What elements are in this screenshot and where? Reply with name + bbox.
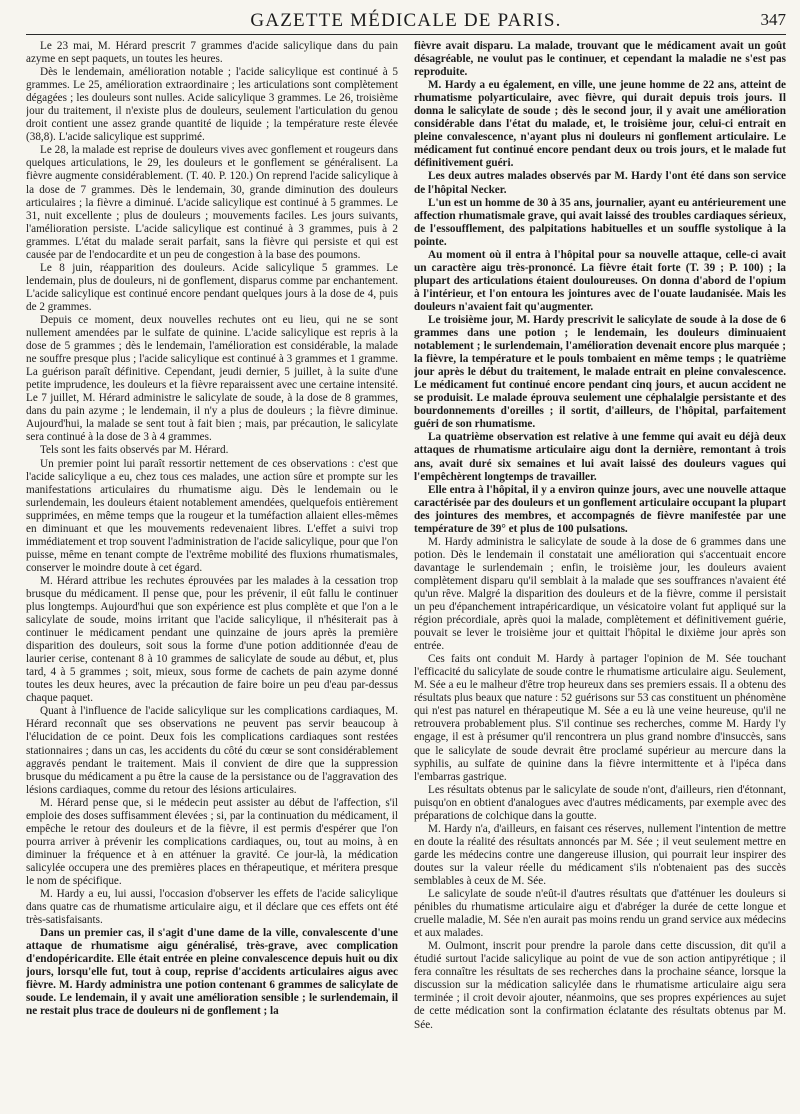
paragraph: fièvre avait disparu. La malade, trouvant que le médicament avait un goût désagréable, ne voulut pas le continuer, et cependant la maladie ne s'est pas reproduite. xyxy=(414,40,786,79)
paragraph: Le 28, la malade est reprise de douleurs vives avec gonflement et rougeurs dans quelques articulations, le 29, les douleurs et le gonflement se généralisent. La fièvre augmente considérablement. (T. 40. P. 120.) On reprend l'acide salicylique à la dose de 7 grammes. Dès le lendemain, 30, grande diminution des douleurs articulaires ; la fièvre a diminué. L'acide salicylique est continué à 5 grammes. Le 31, nuit excellente ; plus de douleurs ; mouvements faciles. Les jours suivants, l'amélioration persiste. L'acide salicylique est continué à 3 grammes, puis à 2 grammes. L'état du malade serait parfait, sans la fièvre qui persiste et qui est causée par de l'endocardite et un peu de congestion à la base des poumons. xyxy=(26,144,398,261)
paragraph: M. Hérard pense que, si le médecin peut assister au début de l'affection, s'il emploie des doses suffisamment élevées ; si, par la continuation du médicament, il empêche le retour des douleurs et de la fièvre, il est permis d'espérer que l'on pourra arriver à prévenir les complications cardiaques, ou, tout au moins, à en diminuer la fréquence et à en atténuer la gravité. Ce jour-là, la médication salicylée occupera une des premières places en thérapeutique, et méritera presque le nom de spécifique. xyxy=(26,796,398,887)
paragraph: Elle entra à l'hôpital, il y a environ quinze jours, avec une nouvelle attaque caractérisée par des douleurs et un gonflement articulaire occupant la plupart des jointures des membres, et accompagnés de fièvre manifestée par une température de 39° et plus de 100 pulsations. xyxy=(414,483,786,535)
paragraph: Ces faits ont conduit M. Hardy à partager l'opinion de M. Sée touchant l'efficacité du salicylate de soude contre le rhumatisme articulaire aigu. Seulement, M. Sée a eu le malheur d'être trop heureux dans ses premiers essais. Il a obtenu des résultats plus beaux que nature : 52 guérisons sur 53 cas constituent un phénomène qui n'est pas naturel en thérapeutique M. Sée a eu là une veine heureuse, qu'il ne retrouvera probablement plus. S'il continue ses recherches, comme M. Hardy l'y engage, il est à présumer qu'il rencontrera un plus grand nombre d'insuccès, sans que le salicylate de soude devrait être proclamé supérieur au mercure dans la syphilis, au sulfate de quinine dans la fièvre intermittente et à l'ipéca dans l'embarras gastrique. xyxy=(414,653,786,783)
paragraph: Depuis ce moment, deux nouvelles rechutes ont eu lieu, qui ne se sont nullement amendées par le sulfate de quinine. L'acide salicylique est repris à la dose de 5 grammes ; dès le lendemain, l'amélioration est considérable, la malade ne souffre presque plus ; l'acide salicylique est continué à 3 grammes et 1 gramme. La guérison paraît définitive. Cependant, jeudi dernier, 5 juillet, à la suite d'une petite imprudence, les douleurs et la fièvre reparaissent avec une certaine intensité. Le 7 juillet, M. Hérard administre le salicylate de soude, à la dose de 8 grammes, dans du pain azyme ; le lendemain, il n'y a plus de douleurs ; la fièvre diminue. Aujourd'hui, la malade se sent tout à fait bien ; mais, par précaution, le salicylate sera continué à la dose de 3 à 4 grammes. xyxy=(26,313,398,444)
paragraph: Au moment où il entra à l'hôpital pour sa nouvelle attaque, celle-ci avait un caractère aigu très-prononcé. La fièvre était forte (T. 39 ; P. 100) ; la plupart des articulations étaient douloureuses. On donna d'abord de l'opium à l'intérieur, et l'on entoura les jointures avec de l'ouate laudanisée. Mais les douleurs n'avaient fait qu'augmenter. xyxy=(414,248,786,313)
paragraph: Le salicylate de soude n'eût-il d'autres résultats que d'atténuer les douleurs si pénibles du rhumatisme articulaire aigu et d'abréger la durée de cette longue et cruelle maladie, M. Sée n'en aurait pas moins rendu un grand service aux médecins et aux malades. xyxy=(414,888,786,940)
paragraph: M. Hardy administra le salicylate de soude à la dose de 6 grammes dans une potion. Dès le lendemain il constatait une amélioration qui s'accentuait encore davantage le surlendemain ; enfin, le troisième jour, les douleurs avaient complètement disparu qu'il semblait à la malade que ses souffrances n'avaient été qu'un rêve. Malgré la disparition des douleurs et de la fièvre, comme il persistait un peu d'épanchement intrapéricardique, un vésicatoire volant fut appliqué sur la région précordiale, après quoi la malade, complètement et définitivement guérie, pouvait se lever le troisième jour et quittait l'hôpital le dixième jour après son entrée. xyxy=(414,535,786,653)
left-column xyxy=(26,40,398,1110)
paragraph: M. Oulmont, inscrit pour prendre la parole dans cette discussion, dit qu'il a étudié surtout l'acide salicylique au point de vue de son action antipyrétique ; il fera connaître les résultats de ses recherches dans la prochaine séance, lorsque la discussion sur la médication salicylée dans le rhumatisme articulaire aigu sera terminée ; il croit devoir ajouter, néanmoins, que ses propres expériences au sujet de cette médication sont la confirmation éclatante des résultats obtenus par M. Sée. xyxy=(414,940,786,1031)
paragraph: Un premier point lui paraît ressortir nettement de ces observations : c'est que l'acide salicylique a eu, chez tous ces malades, une action sûre et prompte sur les manifestations articulaires du rhumatisme aigu. Dès le lendemain ou le surlendemain, les douleurs étaient notablement amendées, quelquefois entièrement supprimées, en même temps que la rougeur et la tuméfaction allaient elles-mêmes en diminuant et que les mouvements redevenaient libres. L'effet a suivi trop immédiatement et trop souvent l'administration de l'acide salicylique, pour que l'on puisse, même en tenant compte de l'extrême mobilité des fluxions rhumatismales, conserver le moindre doute à cet égard. xyxy=(26,457,398,574)
paragraph: M. Hérard attribue les rechutes éprouvées par les malades à la cessation trop brusque du médicament. Il pense que, pour les prévenir, il eût fallu le continuer plus longtemps. Aujourd'hui que son expérience est plus complète et que l'on a le salicylate de soude, moins irritant que l'acide salicylique, il n'hésiterait pas à continuer le médicament pendant une quinzaine de jours après la première disparition des douleurs, soit sous la forme d'une potion additionnée d'eau de laurier cerise, contenant 8 à 10 grammes de salicylate de soude au début, et, plus tard, 4 à 5 grammes ; soit, mieux, sous forme de cachets de pain azyme donné toutes les deux heures, avec la précaution de faire boire un peu d'eau par-dessus chaque paquet. xyxy=(26,574,398,705)
page-header xyxy=(26,8,786,35)
paragraph: Quant à l'influence de l'acide salicylique sur les complications cardiaques, M. Hérard reconnaît que ses observations ne peuvent pas servir beaucoup à l'élucidation de ce point. Deux fois les complications cardiaques sont restées stationnaires ; dans un cas, les accidents du côté du cœur se sont considérablement aggravés pendant le traitement. Mais il convient de dire que la suppression brusque du médicament a pu être la cause de la persistance ou de l'aggravation des lésions cardiaques, comme du retour des lésions articulaires. xyxy=(26,705,398,796)
right-column xyxy=(414,40,786,1110)
paragraph: Le 23 mai, M. Hérard prescrit 7 grammes d'acide salicylique dans du pain azyme en sept paquets, un toutes les heures. xyxy=(26,40,398,66)
journal-title: GAZETTE MÉDICALE DE PARIS. xyxy=(250,10,562,31)
paragraph: Le 8 juin, réapparition des douleurs. Acide salicylique 5 grammes. Le lendemain, plus de douleurs, ni de gonflement, disparus comme par enchantement. L'acide salicylique est continué encore pendant quelques jours à la dose de 4, puis de 2 grammes. xyxy=(26,261,398,313)
paragraph: Dès le lendemain, amélioration notable ; l'acide salicylique est continué à 5 grammes. Le 25, amélioration extraordinaire ; les articulations sont complètement dégagées ; les douleurs sont nulles. Acide salicylique 3 grammes. Le 26, troisième jour du traitement, il n'existe plus de douleurs, seulement l'articulation du genou droit contient une assez grande quantité de liquide ; la température reste élevée (38,8). L'acide salicylique est supprimé. xyxy=(26,66,398,144)
paragraph: M. Hardy a eu également, en ville, une jeune homme de 22 ans, atteint de rhumatisme polyarticulaire, avec fièvre, qui durait depuis trois jours. Il donna le salicylate de soude ; dès le second jour, il y avait une amélioration considérable dans l'état du malade, et, le troisième jour, celui-ci entrait en pleine convalescence, n'ayant plus ni douleurs ni gonflement articulaire. Le médicament fut continué encore pendant deux ou trois jours, et le malade fut définitivement guéri. xyxy=(414,79,786,170)
page-number: 347 xyxy=(760,10,786,29)
paragraph: Dans un premier cas, il s'agit d'une dame de la ville, convalescente d'une attaque de rhumatisme aigu généralisé, très-grave, avec complication d'endopéricardite. Elle était entrée en pleine convalescence depuis huit ou dix jours, lorsqu'elle fut, tout à coup, reprise d'accidents articulaires aigus avec fièvre. M. Hardy administra une potion contenant 6 grammes de salicylate de soude. Le lendemain, il y avait une amélioration sensible ; le surlendemain, il ne restait plus trace de douleurs ni de gonflement ; la xyxy=(26,927,398,1018)
paragraph: M. Hardy a eu, lui aussi, l'occasion d'observer les effets de l'acide salicylique dans quatre cas de rhumatisme articulaire aigu, et il déclare que ces effets ont été très-satisfaisants. xyxy=(26,888,398,927)
paragraph: Les deux autres malades observés par M. Hardy l'ont été dans son service de l'hôpital Necker. xyxy=(414,170,786,196)
paragraph: Les résultats obtenus par le salicylate de soude n'ont, d'ailleurs, rien d'étonnant, puisqu'on en obtient d'analogues avec d'autres médicaments, par exemple avec des préparations de colchique dans la goutte. xyxy=(414,783,786,822)
paragraph: Le troisième jour, M. Hardy prescrivit le salicylate de soude à la dose de 6 grammes dans une potion ; le lendemain, les douleurs diminuaient notablement ; le surlendemain, l'amélioration devenait encore plus marquée ; la fièvre, la température et le pouls tombaient en même temps ; le quatrième jour après le début du traitement, le malade entrait en pleine convalescence. Le médicament fut continué encore pendant cinq jours, et aucun accident ne se produisit. Le malade éprouva seulement une céphalalgie persistante et des bourdonnements d'oreilles ; il sortit, d'ailleurs, de l'hôpital, parfaitement guéri de son rhumatisme. xyxy=(414,313,786,431)
paragraph: L'un est un homme de 30 à 35 ans, journalier, ayant eu antérieurement une affection rhumatismale grave, qui avait laissé des troubles cardiaques sérieux, de l'essoufflement, des palpitations habituelles et un souffle systolique à la pointe. xyxy=(414,196,786,248)
paragraph: M. Hardy n'a, d'ailleurs, en faisant ces réserves, nullement l'intention de mettre en doute la réalité des résultats annoncés par M. Sée ; il veut seulement mettre en garde les médecins contre une dangereuse illusion, qui pourrait leur inspirer des doutes sur la valeur réelle du médicament s'ils n'obtenaient pas des succès semblables à ceux de M. Sée. xyxy=(414,822,786,887)
paragraph: Tels sont les faits observés par M. Hérard. xyxy=(40,444,229,457)
paragraph: La quatrième observation est relative à une femme qui avait eu déjà deux attaques de rhumatisme articulaire aigu dont la dernière, remontant à trois ans, avait duré six semaines et lui avait laissé des douleurs vagues qui l'empêchèrent longtemps de travailler. xyxy=(414,431,786,483)
